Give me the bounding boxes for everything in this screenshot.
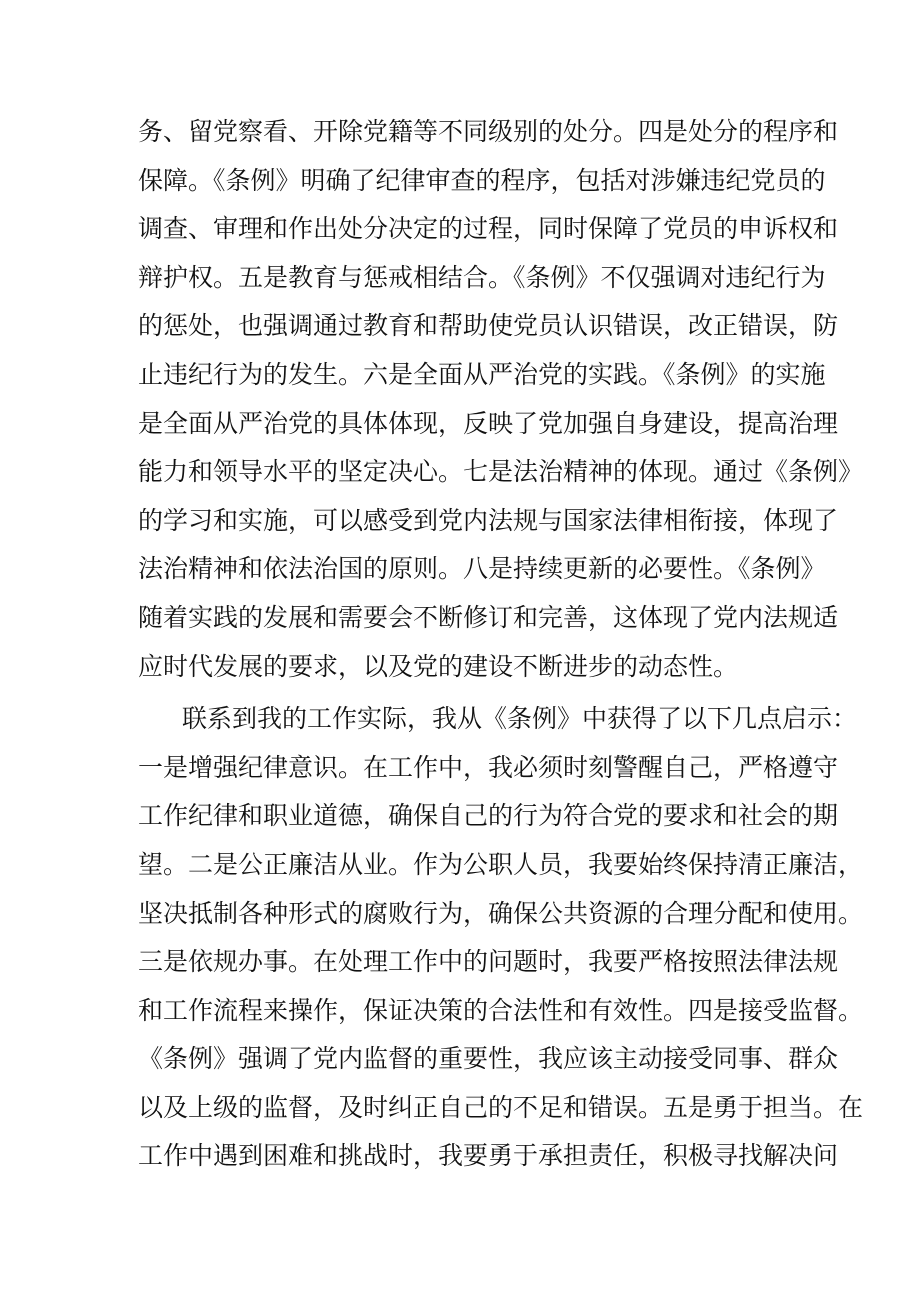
text-line: 应时代发展的要求，以及党的建设不断进步的动态性。 <box>138 651 739 681</box>
text-line: 联系到我的工作实际，我从《条例》中获得了以下几点启示： <box>182 704 858 734</box>
text-line: 坚决抵制各种形式的腐败行为，确保公共资源的合理分配和使用。 <box>138 898 864 928</box>
text-line: 务、留党察看、开除党籍等不同级别的处分。四是处分的程序和 <box>138 117 839 146</box>
text-line: 随着实践的发展和需要会不断修订和完善，这体现了党内法规适 <box>138 602 839 632</box>
text-line: 工作中遇到困难和挑战时，我要勇于承担责任，积极寻找解决问 <box>138 1141 839 1171</box>
text-line: 的惩处，也强调通过教育和帮助使党员认识错误，改正错误，防 <box>138 311 839 341</box>
text-line: 和工作流程来操作，保证决策的合法性和有效性。四是接受监督。 <box>138 995 864 1025</box>
text-line: 望。二是公正廉洁从业。作为公职人员，我要始终保持清正廉洁， <box>138 849 864 879</box>
text-line: 的学习和实施，可以感受到党内法规与国家法律相衔接，体现了 <box>138 505 839 535</box>
paragraph-2 <box>138 695 864 1181</box>
text-line: 法治精神和依法治国的原则。八是持续更新的必要性。《条例》 <box>138 554 826 584</box>
text-line: 三是依规办事。在处理工作中的问题时，我要严格按照法律法规 <box>138 947 839 977</box>
text-line: 一是增强纪律意识。在工作中，我必须时刻警醒自己，严格遵守 <box>138 752 839 782</box>
text-line: 调查、审理和作出处分决定的过程，同时保障了党员的申诉权和 <box>138 214 839 244</box>
text-line: 能力和领导水平的坚定决心。七是法治精神的体现。通过《条例》 <box>138 457 864 487</box>
text-line: 止违纪行为的发生。六是全面从严治党的实践。《条例》的实施 <box>138 359 826 389</box>
text-line: 是全面从严治党的具体体现，反映了党加强自身建设，提高治理 <box>138 408 839 438</box>
text-line: 《条例》强调了党内监督的重要性，我应该主动接受同事、群众 <box>138 1044 839 1074</box>
paragraph-1 <box>138 108 864 691</box>
document-body <box>138 108 864 1181</box>
text-line: 以及上级的监督，及时纠正自己的不足和错误。五是勇于担当。在 <box>138 1092 864 1122</box>
text-line: 辩护权。五是教育与惩戒相结合。《条例》不仅强调对违纪行为 <box>138 262 826 292</box>
text-line: 保障。《条例》明确了纪律审查的程序，包括对涉嫌违纪党员的 <box>138 165 826 195</box>
text-line: 工作纪律和职业道德，确保自己的行为符合党的要求和社会的期 <box>138 801 839 831</box>
